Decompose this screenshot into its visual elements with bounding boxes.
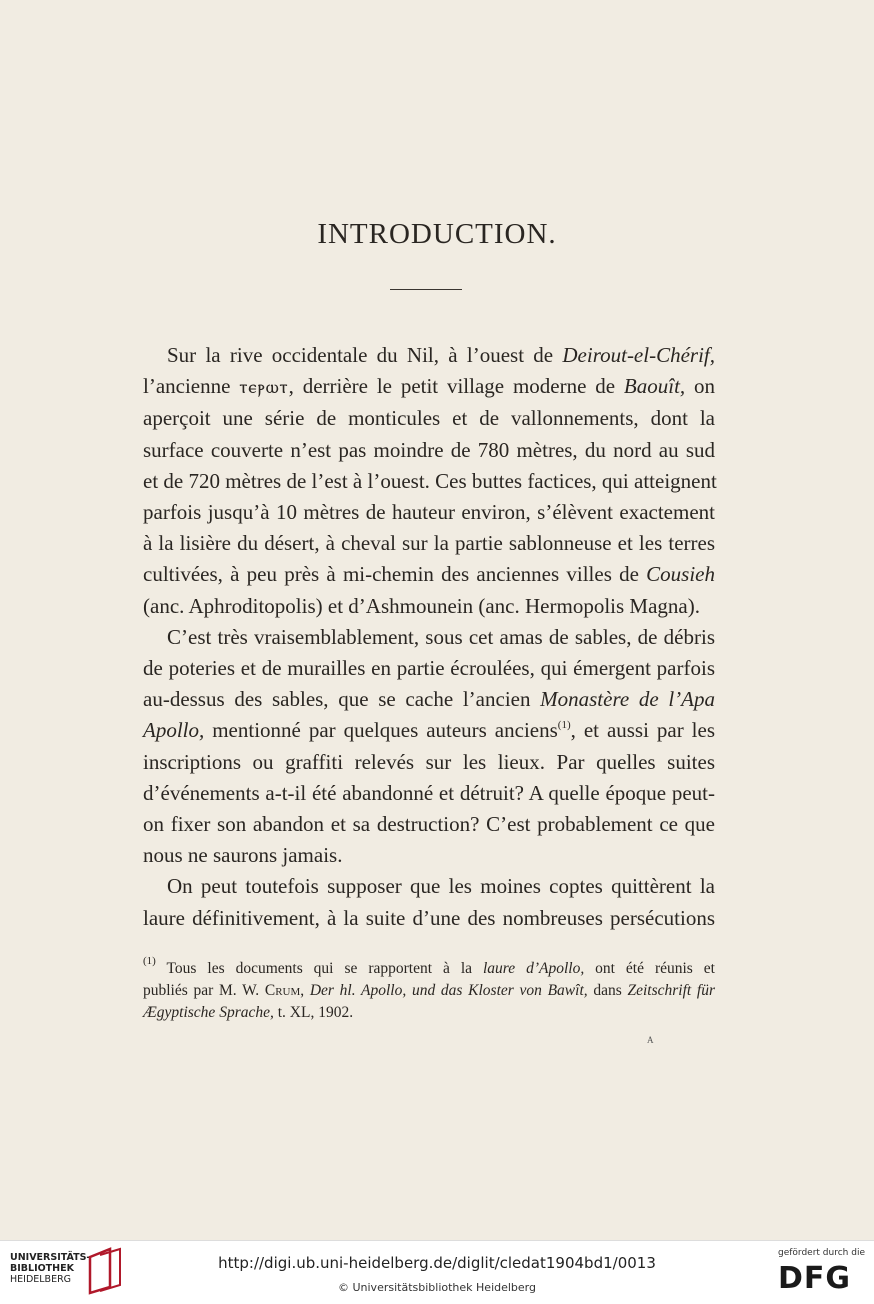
footnote-line: publiés par M. W. Crum, Der hl. Apollo, und das Kloster von Bawît, dans Zeitschrift für <box>143 982 715 999</box>
text-line: on fixer son abandon et sa destruction? C’est probablement ce que <box>143 812 715 837</box>
signature-mark: A <box>647 1035 654 1045</box>
text-line: Sur la rive occidentale du Nil, à l’ouest de Deirout-el-Chérif, <box>167 343 715 367</box>
text-line: nous ne saurons jamais. <box>143 843 343 868</box>
text-line: parfois jusqu’à 10 mètres de hauteur environ, s’élèvent exactement <box>143 500 715 525</box>
dfg-logo: DFG <box>778 1261 852 1296</box>
footnote <box>143 955 715 1024</box>
footnote-ref: (1) <box>557 719 571 732</box>
funding-text: gefördert durch die <box>778 1248 865 1258</box>
text-line: d’événements a-t-il été abandonné et détruit? A quelle époque peut- <box>143 780 715 805</box>
footnote-line: Ægyptische Sprache, t. XL, 1902. <box>143 1004 354 1021</box>
text-line: de poteries et de murailles en partie écroulées, qui émergent parfois <box>143 656 715 681</box>
text-line: et de 720 mètres de l’est à l’ouest. Ces buttes factices, qui atteignent <box>143 468 717 493</box>
text-line: On peut toutefois supposer que les moines coptes quittèrent la <box>167 874 715 899</box>
viewer-footer <box>0 1240 874 1304</box>
text-line: (anc. Aphroditopolis) et d’Ashmounein (anc. Hermopolis Magna). <box>143 593 700 618</box>
permalink[interactable]: http://digi.ub.uni-heidelberg.de/diglit/cledat1904bd1/0013 <box>218 1254 656 1272</box>
text-line: l’ancienne ⲧⲉⲣⲱⲧ, derrière le petit village moderne de Baouît, on <box>143 374 715 399</box>
page-title: INTRODUCTION. <box>317 218 557 250</box>
copyright-notice: © Universitätsbibliothek Heidelberg <box>337 1281 536 1294</box>
text-line: Apollo, mentionné par quelques auteurs anciens$^{(1)}$, et aussi par les <box>143 718 716 743</box>
library-name: UNIVERSITÄTS- BIBLIOTHEK HEIDELBERG <box>10 1252 91 1285</box>
footnote-line: $^{(1)}$ Tous les documents qui se rapportent à la laure d’Apollo, ont été réunis et <box>143 955 715 977</box>
title-rule <box>390 289 462 290</box>
text-line: à la lisière du désert, à cheval sur la partie sablonneuse et les terres <box>143 531 715 556</box>
text-line: cultivées, à peu près à mi-chemin des anciennes villes de Cousieh <box>143 562 715 587</box>
body-text <box>143 340 715 934</box>
text-line: C’est très vraisemblablement, sous cet amas de sables, de débris <box>167 624 715 649</box>
text-line: aperçoit une série de monticules et de vallonnements, dont la <box>143 406 715 431</box>
text-line: inscriptions ou graffiti relevés sur les lieux. Par quelles suites <box>143 749 715 774</box>
text-line: surface couverte n’est pas moindre de 780 mètres, du nord au sud <box>143 437 715 462</box>
text-line: au-dessus des sables, que se cache l’ancien Monastère de l’Apa <box>143 687 715 712</box>
text-line: laure définitivement, à la suite d’une des nombreuses persécutions <box>143 905 715 930</box>
